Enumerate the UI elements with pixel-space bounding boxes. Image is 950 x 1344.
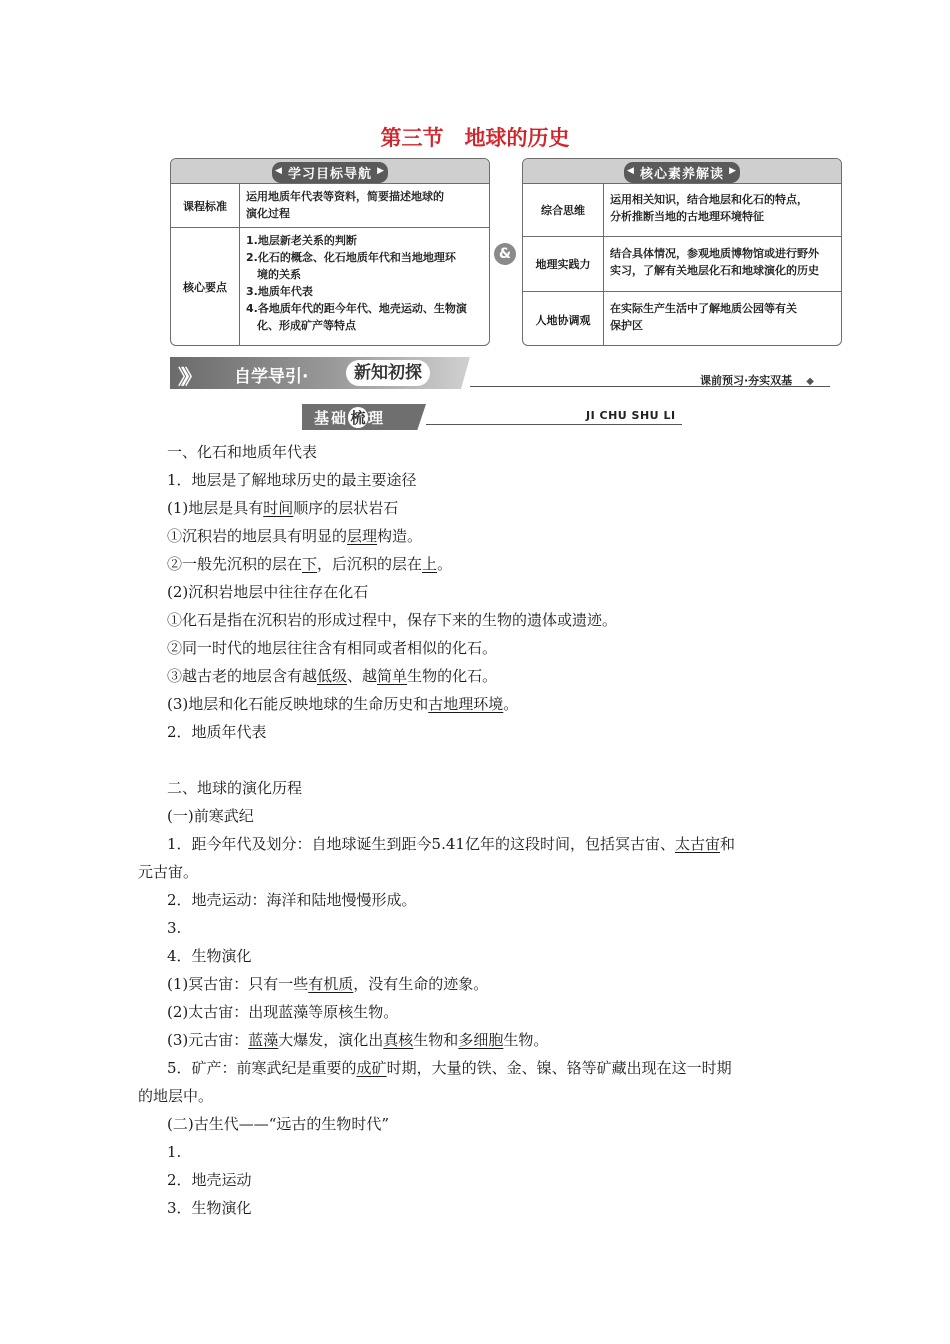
answer-blank: 简单: [377, 667, 408, 685]
row-line: 3.地质年代表: [246, 285, 313, 298]
text-line: 1.: [167, 1143, 182, 1161]
text-line: (2)太古宙：出现蓝藻等原核生物。: [167, 1003, 399, 1021]
answer-blank: 多细胞: [458, 1031, 504, 1049]
row-line: 2.化石的概念、化石地质年代和当地地理环: [246, 251, 456, 264]
answer-blank: 真核: [383, 1031, 414, 1049]
row-line: 化、形成矿产等特点: [246, 319, 356, 332]
text-line: 1．地层是了解地球历史的最主要途径: [167, 471, 417, 489]
text-line: 3.: [167, 919, 182, 937]
answer-blank: 下: [302, 555, 318, 573]
core-literacy-panel: [522, 158, 842, 346]
text-line: 元古宙。: [138, 863, 199, 881]
text-line: ③越古老的地层含有越低级、越简单生物的化石。: [167, 667, 498, 685]
row-value: [604, 237, 841, 291]
text-line: 1．距今年代及划分：自地球诞生到距今5.41亿年的这段时间，包括冥古宙、太古宙和: [167, 835, 735, 853]
row-line: 运用地质年代表等资料，简要描述地球的: [246, 190, 444, 203]
row-key: 人地协调观: [523, 292, 604, 346]
row-value: [604, 292, 841, 346]
row-key: 综合思维: [523, 184, 604, 236]
panel-row: [523, 183, 841, 236]
text-line: 4．生物演化: [167, 947, 252, 965]
answer-blank: 太古宙: [674, 835, 720, 853]
double-chevron-icon: 》》: [178, 365, 196, 389]
heading-line: 二、地球的演化历程: [167, 779, 303, 797]
sub-banner-title: [314, 407, 385, 428]
answer-blank: 上: [422, 555, 438, 573]
panel-heading: ◀ 学习目标导航 ▶: [272, 162, 388, 183]
answer-blank: 有机质: [308, 975, 354, 993]
row-key: 课程标准: [171, 184, 240, 227]
row-line: 分析推断当地的古地理环境特征: [610, 210, 764, 223]
text-line: 的地层中。: [138, 1087, 214, 1105]
answer-blank: 时间: [263, 499, 294, 517]
row-value: [240, 184, 489, 227]
row-line: 运用相关知识，结合地层和化石的特点，: [610, 193, 808, 206]
section-banner: [170, 357, 470, 389]
row-line: 境的关系: [246, 268, 301, 281]
lesson-content: [138, 438, 818, 1222]
row-value: [240, 228, 489, 346]
answer-blank: 成矿: [356, 1059, 387, 1077]
text-line: 2．地壳运动: [167, 1171, 252, 1189]
figure-gap: [138, 746, 818, 774]
panel-row: [171, 183, 489, 227]
text-line: 2．地壳运动：海洋和陆地慢慢形成。: [167, 891, 417, 909]
panel-header: [523, 159, 841, 183]
text-line: (1)冥古宙：只有一些有机质，没有生命的迹象。: [167, 975, 489, 993]
sub-banner-part: 理: [368, 409, 386, 427]
row-key: 核心要点: [171, 228, 240, 346]
text-line: 5．矿产：前寒武纪是重要的成矿时期，大量的铁、金、镍、铬等矿藏出现在这一时期: [167, 1059, 732, 1077]
text-line: ②一般先沉积的层在下，后沉积的层在上。: [167, 555, 453, 573]
answer-blank: 低级: [317, 667, 348, 685]
row-line: 保护区: [610, 319, 643, 332]
banner-subtitle: 课前预习·夯实双基 ◆: [700, 372, 814, 388]
heading-line: 一、化石和地质年代表: [167, 443, 318, 461]
sub-banner-part: 基础: [314, 409, 349, 427]
sub-banner-divider: [426, 424, 682, 425]
row-line: 1.地层新老关系的判断: [246, 234, 357, 247]
page-title: 第三节 地球的历史: [380, 126, 570, 150]
answer-blank: 蓝藻: [248, 1031, 279, 1049]
text-line: ②同一时代的地层往往含有相同或者相似的化石。: [167, 639, 498, 657]
text-line: ①化石是指在沉积岩的形成过程中，保存下来的生物的遗体或遗迹。: [167, 611, 618, 629]
row-value: [604, 184, 841, 236]
banner-title: 自学导引·: [234, 367, 309, 387]
text-line: ①沉积岩的地层具有明显的层理构造。: [167, 527, 423, 545]
panel-row: [523, 236, 841, 291]
text-line: (2)沉积岩地层中往往存在化石: [167, 583, 369, 601]
text-line: (一)前寒武纪: [167, 807, 254, 825]
ampersand-icon: &: [494, 243, 516, 265]
banner-pill: 新知初探: [346, 360, 430, 386]
sub-banner-pill: 梳: [348, 407, 368, 428]
panel-row: [171, 227, 489, 346]
text-line: (3)地层和化石能反映地球的生命历史和古地理环境。: [167, 695, 519, 713]
text-line: (二)古生代——“远古的生物时代”: [167, 1115, 390, 1133]
learning-goals-panel: [170, 158, 490, 346]
answer-blank: 古地理环境: [428, 695, 504, 713]
row-line: 演化过程: [246, 207, 290, 220]
text-line: (3)元古宙：蓝藻大爆发，演化出真核生物和多细胞生物。: [167, 1031, 549, 1049]
row-line: 实习，了解有关地层化石和地球演化的历史: [610, 264, 819, 277]
panel-row: [523, 291, 841, 346]
row-line: 在实际生产生活中了解地质公园等有关: [610, 302, 797, 315]
sub-banner-pinyin: JI CHU SHU LI: [586, 409, 676, 422]
answer-blank: 层理: [347, 527, 378, 545]
text-line: 2．地质年代表: [167, 723, 267, 741]
row-line: 结合具体情况，参观地质博物馆或进行野外: [610, 247, 819, 260]
text-line: 3．生物演化: [167, 1199, 252, 1217]
text-line: (1)地层是具有时间顺序的层状岩石: [167, 499, 399, 517]
row-key: 地理实践力: [523, 237, 604, 291]
panel-header: [171, 159, 489, 183]
row-line: 4.各地质年代的距今年代、地壳运动、生物演: [246, 302, 467, 315]
panel-heading: ◀ 核心素养解读 ▶: [624, 162, 740, 183]
